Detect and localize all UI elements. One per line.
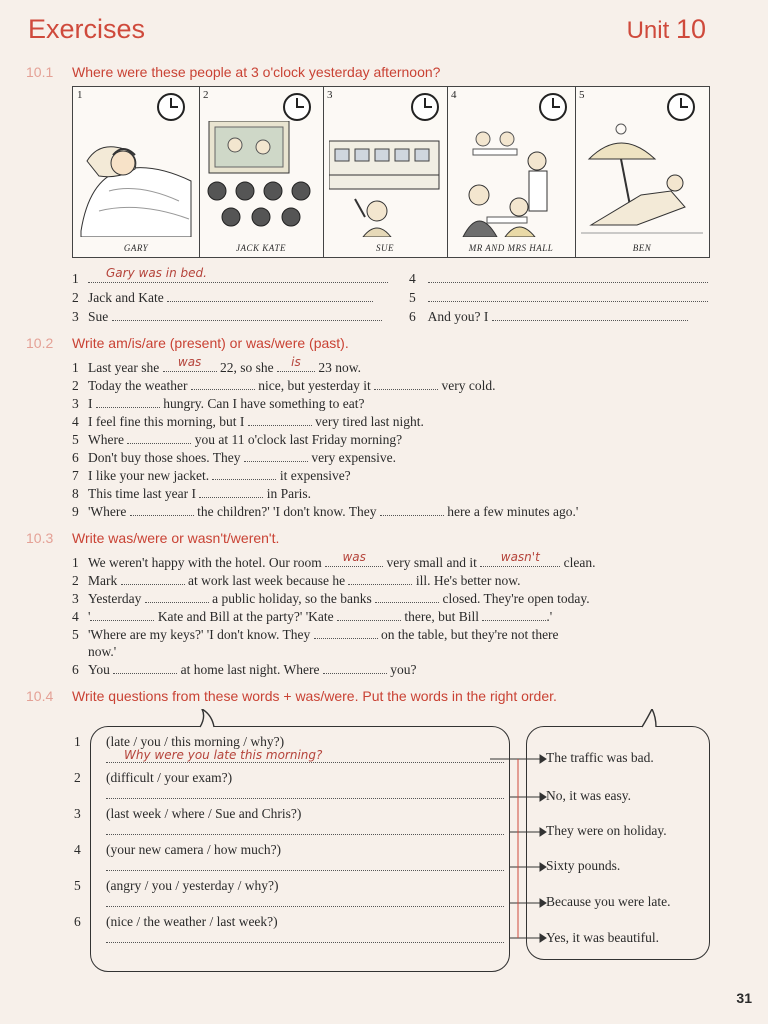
bubble-tail (638, 709, 660, 729)
question-answer-line[interactable] (106, 892, 504, 907)
answer-blank[interactable] (248, 413, 312, 426)
picture-mr-mrs-hall: 4 MR AND MRS HALL (447, 87, 576, 257)
answer-blank[interactable] (112, 308, 382, 321)
ex3-item-continued: now.' (88, 644, 117, 659)
bubble-tail (196, 709, 218, 729)
picture-jack-kate: 2 JACK KATE (199, 87, 324, 257)
answer-blank[interactable] (212, 467, 276, 480)
picture-ben: 5 BEN (575, 87, 709, 257)
answer-blank[interactable] (127, 431, 191, 444)
exercise-10-3-heading: 10.3 Write was/were or wasn't/weren't. (26, 530, 280, 546)
picture-strip (72, 86, 710, 258)
answer-blank[interactable] (375, 590, 439, 603)
answer-blank[interactable] (492, 308, 688, 321)
clock-icon (283, 93, 311, 121)
picture-sue: 3 SUE (323, 87, 448, 257)
answer-blank[interactable] (374, 377, 438, 390)
ex2-item: 7 I like your new jacket. it expensive? (72, 468, 351, 483)
exercise-10-2-heading: 10.2 Write am/is/are (present) or was/were (past). (26, 335, 349, 351)
picture-caption: GARY (123, 243, 149, 253)
question-answer-line[interactable] (106, 856, 504, 871)
cinema-illustration (205, 121, 317, 237)
picture-gary: 1 GARY (73, 87, 200, 257)
answer-blank[interactable] (323, 661, 387, 674)
question-answer-line[interactable] (106, 820, 504, 835)
clock-icon (667, 93, 695, 121)
ex3-item: 3 Yesterday a public holiday, so the banks closed. They're open today. (72, 591, 590, 606)
ex2-item: 5 Where you at 11 o'clock last Friday morning? (72, 432, 403, 447)
ex2-item: 6 Don't buy those shoes. They very expensive. (72, 450, 397, 465)
ex3-item: 1 We weren't happy with the hotel. Our room was very small and it wasn't clean. (72, 550, 596, 570)
question-answer-line[interactable]: Why were you late this morning? (106, 748, 504, 763)
ex1-item: 2 Jack and Kate (72, 289, 373, 307)
question-number: 3 (74, 806, 81, 821)
picture-caption: BEN (632, 243, 652, 253)
answer-blank[interactable] (380, 503, 444, 516)
handwritten-answer: Gary was in bed. (106, 266, 207, 280)
answer-option: Because you were late. (546, 894, 671, 909)
question-number: 1 (74, 734, 81, 749)
ex2-item: 1 Last year she was 22, so she is 23 now. (72, 355, 361, 375)
answer-blank[interactable] (145, 590, 209, 603)
clock-icon (411, 93, 439, 121)
ex3-item: 4 ' Kate and Bill at the party?' 'Kate there, but Bill .' (72, 609, 553, 624)
answer-blank[interactable] (428, 289, 708, 302)
ex1-item: 5 (409, 289, 708, 307)
question-prompt: (angry / you / yesterday / why?) (106, 878, 279, 893)
answer-blank[interactable] (130, 503, 194, 516)
question-answer-line[interactable] (106, 784, 504, 799)
train-station-illustration (329, 121, 441, 237)
ex1-item: 1 Gary was in bed. (72, 270, 388, 288)
ex2-item: 9 'Where the children?' 'I don't know. They here a few minutes ago.' (72, 504, 579, 519)
ex1-item: 3 Sue (72, 308, 382, 326)
ex1-item: 4 (409, 270, 708, 288)
ex3-item: 6 You at home last night. Where you? (72, 662, 417, 677)
question-prompt: (late / you / this morning / why?) (106, 734, 285, 749)
exercise-10-4-heading: 10.4 Write questions from these words + was/were. Put the words in the right order. (26, 688, 557, 704)
answer-blank[interactable] (121, 572, 185, 585)
question-number: 4 (74, 842, 81, 857)
question-prompt: (nice / the weather / last week?) (106, 914, 278, 929)
answer-option: No, it was easy. (546, 788, 631, 803)
answer-blank[interactable] (113, 661, 177, 674)
page-number: 31 (736, 990, 752, 1006)
answer-blank[interactable] (428, 270, 708, 283)
question-prompt: (your new camera / how much?) (106, 842, 282, 857)
answer-blank[interactable] (337, 608, 401, 621)
picture-caption: SUE (376, 243, 394, 253)
clock-icon (157, 93, 185, 121)
sleeping-man-illustration (79, 121, 193, 237)
picture-caption: JACK KATE (236, 243, 286, 253)
ex2-item: 3 I hungry. Can I have something to eat? (72, 396, 365, 411)
beach-illustration (581, 121, 703, 237)
matching-connectors (490, 745, 550, 945)
unit-label: Unit 10 (626, 14, 706, 44)
ex2-item: 4 I feel fine this morning, but I very tired last night. (72, 414, 424, 429)
ex3-item: 5 'Where are my keys?' 'I don't know. They on the table, but they're not there (72, 627, 559, 642)
answer-option: The traffic was bad. (546, 750, 654, 765)
answer-blank[interactable] (244, 449, 308, 462)
answer-blank[interactable] (199, 485, 263, 498)
answer-option: Yes, it was beautiful. (546, 930, 659, 945)
ex3-item: 2 Mark at work last week because he ill. He's better now. (72, 573, 521, 588)
answer-option: Sixty pounds. (546, 858, 621, 873)
question-prompt: (difficult / your exam?) (106, 770, 233, 785)
clock-icon (539, 93, 567, 121)
exercise-10-1-heading: 10.1 Where were these people at 3 o'clock yesterday afternoon? (26, 64, 441, 80)
answer-blank[interactable] (90, 608, 154, 621)
answer-blank[interactable] (314, 626, 378, 639)
question-number: 2 (74, 770, 81, 785)
question-number: 5 (74, 878, 81, 893)
answer-blank[interactable] (96, 395, 160, 408)
answer-blank[interactable] (191, 377, 255, 390)
ex2-item: 8 This time last year I in Paris. (72, 486, 311, 501)
answer-blank[interactable] (482, 608, 546, 621)
restaurant-illustration (453, 121, 569, 237)
answer-blank[interactable] (167, 289, 373, 302)
answer-option: They were on holiday. (546, 823, 667, 838)
picture-caption: MR AND MRS HALL (468, 243, 554, 253)
question-answer-line[interactable] (106, 928, 504, 943)
question-prompt: (last week / where / Sue and Chris?) (106, 806, 302, 821)
answer-blank[interactable] (348, 572, 412, 585)
ex1-item: 6 And you? I (409, 308, 688, 326)
question-number: 6 (74, 914, 81, 929)
ex2-item: 2 Today the weather nice, but yesterday it very cold. (72, 378, 496, 393)
page-title: Exercises (28, 14, 146, 44)
